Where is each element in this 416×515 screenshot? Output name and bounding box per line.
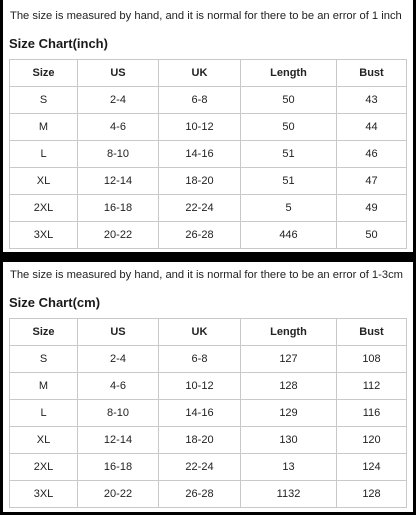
- cell-length: 128: [241, 373, 337, 400]
- cell-us: 4-6: [78, 373, 159, 400]
- cell-uk: 26-28: [159, 222, 241, 249]
- cell-size: 3XL: [10, 481, 78, 508]
- cell-size: M: [10, 114, 78, 141]
- header-length: Length: [241, 60, 337, 87]
- cell-length: 5: [241, 195, 337, 222]
- cell-length: 13: [241, 454, 337, 481]
- cell-bust: 112: [337, 373, 407, 400]
- cell-us: 4-6: [78, 114, 159, 141]
- cell-uk: 10-12: [159, 114, 241, 141]
- cell-size: M: [10, 373, 78, 400]
- table-row: [10, 427, 407, 454]
- cell-size: XL: [10, 168, 78, 195]
- cell-bust: 46: [337, 141, 407, 168]
- cell-us: 12-14: [78, 427, 159, 454]
- cell-us: 2-4: [78, 346, 159, 373]
- cell-uk: 10-12: [159, 373, 241, 400]
- cell-length: 129: [241, 400, 337, 427]
- cell-size: 3XL: [10, 222, 78, 249]
- cell-bust: 116: [337, 400, 407, 427]
- cell-us: 12-14: [78, 168, 159, 195]
- table-row: [10, 481, 407, 508]
- cell-size: 2XL: [10, 195, 78, 222]
- cell-bust: 108: [337, 346, 407, 373]
- table-row: [10, 222, 407, 249]
- header-bust: Bust: [337, 319, 407, 346]
- cell-uk: 14-16: [159, 400, 241, 427]
- table-row: [10, 195, 407, 222]
- table-row: [10, 168, 407, 195]
- table-row: [10, 400, 407, 427]
- cell-size: 2XL: [10, 454, 78, 481]
- cell-length: 51: [241, 141, 337, 168]
- cell-bust: 50: [337, 222, 407, 249]
- cell-length: 1132: [241, 481, 337, 508]
- cell-size: XL: [10, 427, 78, 454]
- header-length: Length: [241, 319, 337, 346]
- size-table-cm: [9, 318, 407, 508]
- cell-uk: 18-20: [159, 427, 241, 454]
- table-row: [10, 87, 407, 114]
- table-row: [10, 346, 407, 373]
- header-size: Size: [10, 319, 78, 346]
- cell-length: 50: [241, 114, 337, 141]
- cell-size: L: [10, 400, 78, 427]
- header-us: US: [78, 319, 159, 346]
- cell-bust: 44: [337, 114, 407, 141]
- chart-title: Size Chart(cm): [9, 295, 101, 310]
- size-chart-inch-panel: [3, 0, 413, 252]
- table-row: [10, 114, 407, 141]
- chart-title: Size Chart(inch): [9, 36, 108, 51]
- cell-uk: 6-8: [159, 87, 241, 114]
- table-header-row: [10, 60, 407, 87]
- measurement-note: The size is measured by hand, and it is normal for there to be an error of 1-3cm: [10, 269, 403, 281]
- cell-bust: 49: [337, 195, 407, 222]
- cell-us: 16-18: [78, 454, 159, 481]
- cell-uk: 26-28: [159, 481, 241, 508]
- header-uk: UK: [159, 60, 241, 87]
- size-table-inch: [9, 59, 407, 249]
- size-chart-cm-panel: [3, 262, 413, 512]
- cell-uk: 22-24: [159, 454, 241, 481]
- cell-size: L: [10, 141, 78, 168]
- header-bust: Bust: [337, 60, 407, 87]
- measurement-note: The size is measured by hand, and it is normal for there to be an error of 1 inch: [10, 10, 402, 22]
- header-uk: UK: [159, 319, 241, 346]
- cell-us: 8-10: [78, 400, 159, 427]
- cell-length: 127: [241, 346, 337, 373]
- header-size: Size: [10, 60, 78, 87]
- cell-bust: 47: [337, 168, 407, 195]
- cell-us: 20-22: [78, 222, 159, 249]
- cell-us: 2-4: [78, 87, 159, 114]
- table-row: [10, 373, 407, 400]
- header-us: US: [78, 60, 159, 87]
- cell-bust: 124: [337, 454, 407, 481]
- table-row: [10, 141, 407, 168]
- cell-us: 16-18: [78, 195, 159, 222]
- table-header-row: [10, 319, 407, 346]
- cell-length: 446: [241, 222, 337, 249]
- cell-us: 20-22: [78, 481, 159, 508]
- cell-uk: 22-24: [159, 195, 241, 222]
- cell-size: S: [10, 346, 78, 373]
- cell-us: 8-10: [78, 141, 159, 168]
- cell-bust: 120: [337, 427, 407, 454]
- cell-uk: 14-16: [159, 141, 241, 168]
- cell-length: 51: [241, 168, 337, 195]
- table-row: [10, 454, 407, 481]
- cell-size: S: [10, 87, 78, 114]
- cell-length: 50: [241, 87, 337, 114]
- cell-bust: 128: [337, 481, 407, 508]
- cell-length: 130: [241, 427, 337, 454]
- cell-bust: 43: [337, 87, 407, 114]
- cell-uk: 18-20: [159, 168, 241, 195]
- cell-uk: 6-8: [159, 346, 241, 373]
